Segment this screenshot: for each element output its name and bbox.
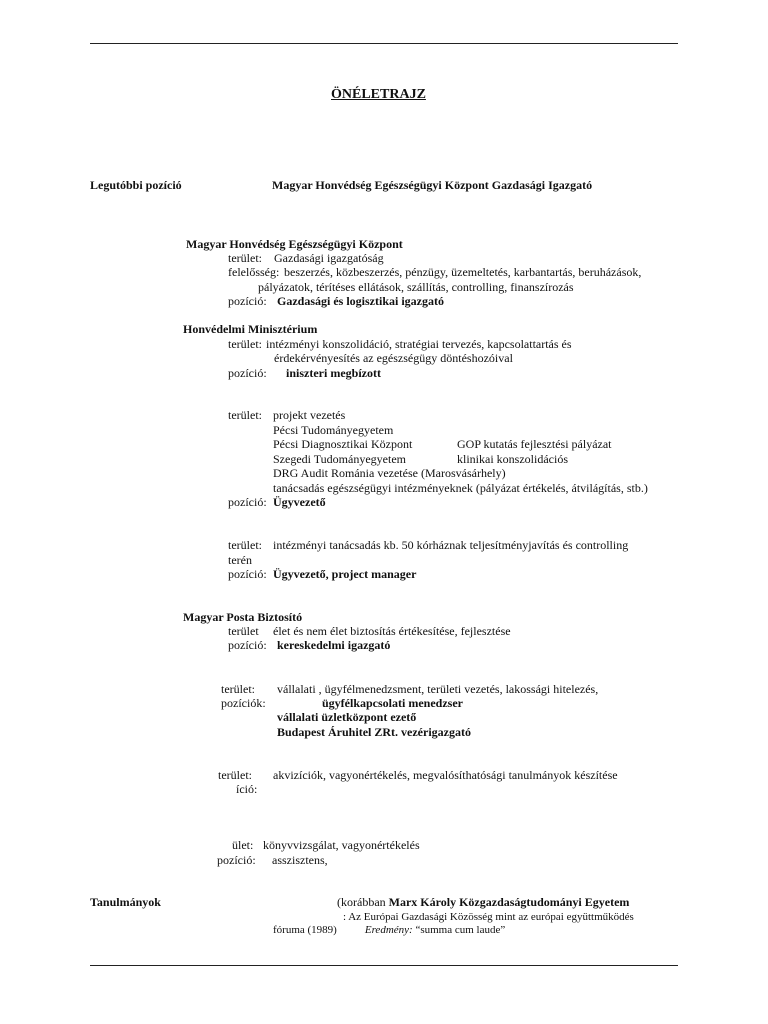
org-mhek: Magyar Honvédség Egészségügyi Központ [186,237,403,251]
consult-terulet-label: terület: [228,408,262,422]
mhek-terulet-label: terület: [228,251,262,265]
posta-terulet-label: terület [228,624,259,638]
hospital-terulet-label: terület: [228,538,262,552]
consult-line-4-right: klinikai konszolidációs [457,452,568,466]
mhek-felelosseg-label: felelősség: [228,265,280,279]
studies-result-value: “summa cum laude” [412,924,506,936]
hm-terulet-label: terület: [228,337,262,351]
consult-line-3-left: Pécsi Diagnosztikai Központ [273,437,413,451]
mhek-pozicio-value: Gazdasági és logisztikai igazgató [277,294,444,308]
audit-pozicio-value: asszisztens, [272,853,328,867]
consult-line-3-right: GOP kutatás fejlesztési pályázat [457,437,612,451]
top-rule [90,43,678,44]
consult-line-6: tanácsadás egészségügyi intézményeknek (pályázat értékelés, átvilágítás, stb.) [273,481,648,495]
audit-terulet-label: ület: [232,838,254,852]
bank-terulet-label: terület: [221,682,255,696]
org-hm: Honvédelmi Minisztérium [183,322,318,336]
consult-line-5: DRG Audit Románia vezetése (Marosvásárhely) [273,466,506,480]
studies-thesis-cont: fóruma (1989) [273,924,337,936]
hm-pozicio-value: iniszteri megbízott [286,366,381,380]
latest-position-value: Magyar Honvédség Egészségügyi Központ Gazdasági Igazgató [272,178,593,192]
latest-position-label: Legutóbbi pozíció [90,178,182,192]
studies-school: Marx Károly Közgazdaságtudományi Egyetem [388,895,630,909]
bank-pozicio-label: pozíciók: [221,696,266,710]
hospital-pozicio-label: pozíció: [228,567,267,581]
bank-terulet-value: vállalati , ügyfélmenedzsment, területi vezetés, lakossági hitelezés, [277,682,599,696]
consult-pozicio-value: Ügyvezető [273,495,326,509]
akviz-terulet-value: akvizíciók, vagyonértékelés, megvalósíthatósági tanulmányok készítése [273,768,618,782]
mhek-felelosseg-cont: pályázatok, térítéses ellátások, szállítás, controlling, finanszírozás [258,280,574,294]
hm-pozicio-label: pozíció: [228,366,267,380]
studies-thesis: : Az Európai Gazdasági Közösség mint az európai együttműködés [343,911,634,923]
consult-line-2: Pécsi Tudományegyetem [273,423,394,437]
studies-label: Tanulmányok [90,895,161,909]
posta-pozicio-value: kereskedelmi igazgató [277,638,391,652]
hospital-terulet-value: intézményi tanácsadás kb. 50 kórháznak teljesítményjavítás és controlling [273,538,629,552]
mhek-pozicio-label: pozíció: [228,294,267,308]
bank-position-3: Budapest Áruhitel ZRt. vezérigazgató [277,725,471,739]
consult-line-4-left: Szegedi Tudományegyetem [273,452,406,466]
audit-terulet-value: könyvvizsgálat, vagyonértékelés [263,838,420,852]
posta-pozicio-label: pozíció: [228,638,267,652]
org-posta: Magyar Posta Biztosító [183,610,303,624]
studies-thesis-cont-line [273,923,505,937]
consult-pozicio-label: pozíció: [228,495,267,509]
studies-result-label: Eredmény: [364,924,413,936]
bank-position-1: ügyfélkapcsolati menedzser [322,696,463,710]
mhek-felelosseg-value: beszerzés, közbeszerzés, pénzügy, üzemeltetés, karbantartás, beruházások, [284,265,642,279]
page-title: ÖNÉLETRAJZ [331,87,426,102]
akviz-pozicio-label: íció: [236,782,258,796]
audit-pozicio-label: pozíció: [217,853,256,867]
hospital-terulet-cont: terén [228,553,252,567]
hm-terulet-cont: érdekérvényesítés az egészségügy döntéshozóival [274,351,513,365]
hospital-pozicio-value: Ügyvezető, project manager [273,567,417,581]
consult-terulet-value: projekt vezetés [273,408,346,422]
bottom-rule [90,965,678,966]
hm-terulet-value: intézményi konszolidáció, stratégiai tervezés, kapcsolattartás és [266,337,572,351]
mhek-terulet-value: Gazdasági igazgatóság [274,251,384,265]
studies-prefix: (korábban [337,895,389,909]
posta-terulet-value: élet és nem élet biztosítás értékesítése, fejlesztése [273,624,511,638]
akviz-terulet-label: terület: [218,768,252,782]
bank-position-2: vállalati üzletközpont ezető [277,710,417,724]
studies-school-line [337,895,629,909]
